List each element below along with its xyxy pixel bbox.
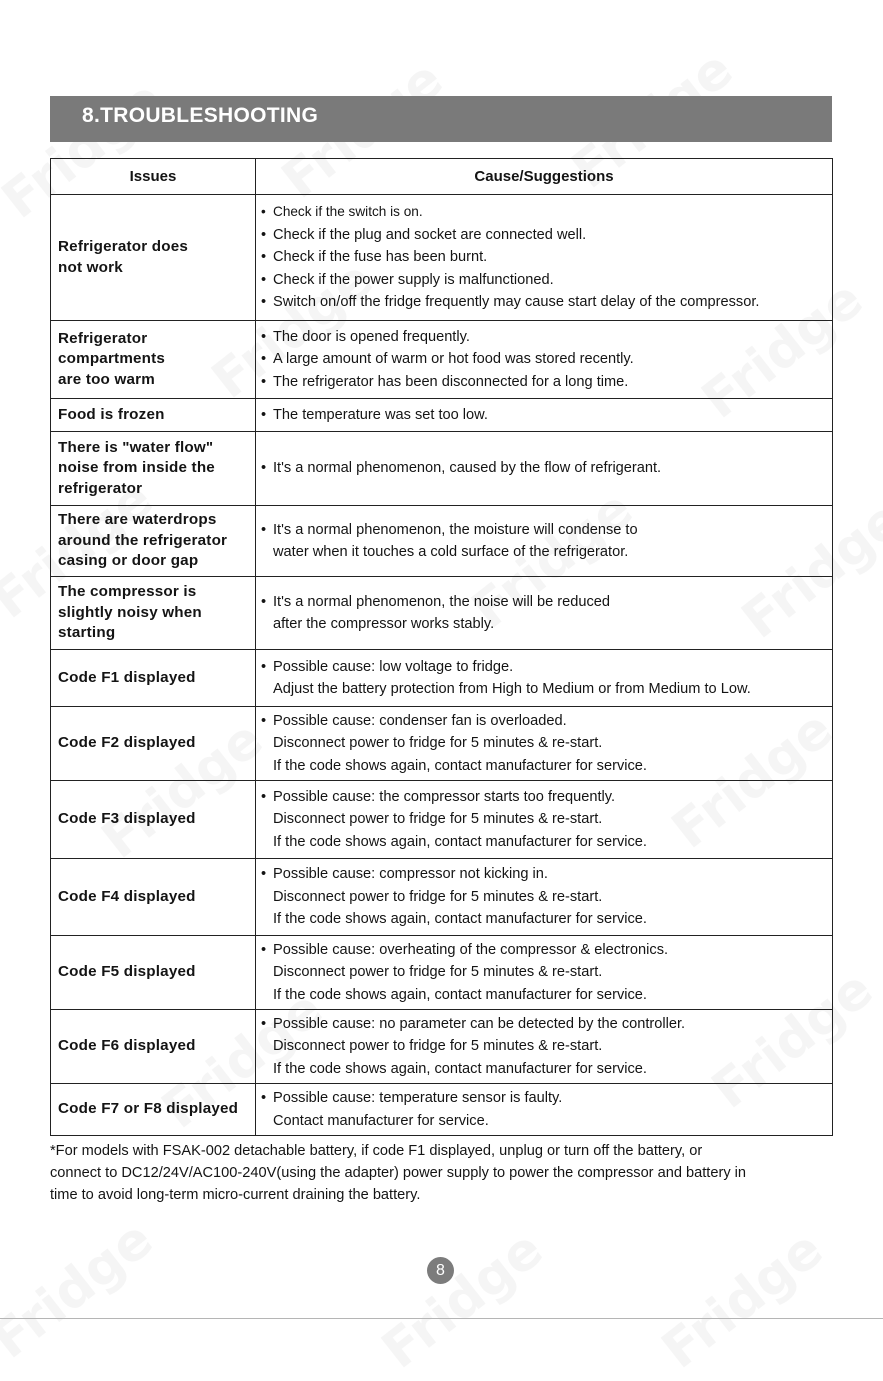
cause-cell — [256, 781, 833, 859]
issue-text: The compressor is — [58, 583, 197, 601]
cause-continuation: If the code shows again, contact manufacturer for service. — [273, 911, 647, 928]
watermark — [651, 1219, 834, 1380]
table-row — [51, 321, 833, 399]
table-row — [51, 432, 833, 506]
issue-text: noise from inside the — [58, 459, 215, 477]
issue-text: not work — [58, 258, 123, 276]
issue-text: Code F1 displayed — [58, 668, 196, 686]
cause-cell — [256, 321, 833, 399]
issue-text: Code F7 or F8 displayed — [58, 1100, 239, 1118]
cause-cell — [256, 1084, 833, 1136]
table-row — [51, 859, 833, 936]
cause-continuation: Disconnect power to fridge for 5 minutes & re-start. — [273, 888, 603, 905]
issue-text: are too warm — [58, 370, 155, 388]
table-row — [51, 195, 833, 321]
cause-continuation: water when it touches a cold surface of the refrigerator. — [273, 544, 629, 560]
cause-bullet: • Possible cause: the compressor starts too frequently. — [261, 786, 832, 809]
issue-cell — [51, 650, 256, 707]
footnote: *For models with FSAK-002 detachable battery, if code F1 displayed, unplug or turn off the battery, or connect to DC12/24V/AC100-240V(using the adapter) power supply to power the compressor and battery in time to avoid long-term micro-current draining the battery. — [50, 1143, 747, 1203]
cause-continuation: Disconnect power to fridge for 5 minutes & re-start. — [273, 735, 603, 752]
cause-continuation: If the code shows again, contact manufacturer for service. — [273, 833, 647, 850]
cause-bullet: • Possible cause: temperature sensor is faulty. — [261, 1087, 832, 1110]
cause-continuation: Disconnect power to fridge for 5 minutes & re-start. — [273, 811, 603, 828]
table-row — [51, 781, 833, 859]
cause-bullet: • It's a normal phenomenon, caused by the flow of refrigerant. — [261, 457, 832, 480]
issue-cell — [51, 321, 256, 399]
watermark — [371, 1219, 554, 1380]
table-row — [51, 650, 833, 707]
cause-cell — [256, 859, 833, 936]
issue-text: Food is frozen — [58, 405, 165, 423]
issue-cell — [51, 859, 256, 936]
issue-text: casing or door gap — [58, 552, 199, 570]
issue-text: There is "water flow" — [58, 438, 214, 456]
cause-continuation: If the code shows again, contact manufacturer for service. — [273, 1060, 647, 1077]
issue-cell — [51, 577, 256, 650]
table-row — [51, 707, 833, 781]
cause-bullet: • Check if the plug and socket are connected well. — [261, 224, 832, 247]
cause-cell — [256, 432, 833, 506]
table-row — [51, 936, 833, 1010]
issue-cell — [51, 936, 256, 1010]
cause-bullet: • It's a normal phenomenon, the moisture will condense to — [261, 519, 832, 542]
cause-bullet: • Possible cause: no parameter can be detected by the controller. — [261, 1013, 832, 1036]
troubleshooting-table — [50, 158, 833, 1136]
issue-text: Code F6 displayed — [58, 1037, 196, 1055]
issue-cell — [51, 707, 256, 781]
issue-cell — [51, 781, 256, 859]
issue-text: compartments — [58, 350, 166, 368]
issue-text: slightly noisy when — [58, 603, 202, 621]
watermark — [0, 1209, 164, 1370]
issue-cell — [51, 399, 256, 432]
cause-continuation: If the code shows again, contact manufacturer for service. — [273, 986, 647, 1003]
issue-text: around the refrigerator — [58, 531, 228, 549]
issues-header: Issues — [51, 159, 256, 195]
issue-cell — [51, 506, 256, 577]
cause-continuation: If the code shows again, contact manufacturer for service. — [273, 757, 647, 774]
issue-cell — [51, 1084, 256, 1136]
issue-text: refrigerator — [58, 479, 143, 497]
cause-bullet: • A large amount of warm or hot food was stored recently. — [261, 348, 832, 371]
issue-text: Code F4 displayed — [58, 887, 196, 905]
table-row — [51, 1010, 833, 1084]
cause-bullet: • Check if the switch is on. — [261, 201, 832, 224]
cause-bullet: • It's a normal phenomenon, the noise will be reduced — [261, 591, 832, 614]
issue-text: starting — [58, 624, 116, 642]
page-number: 8 — [427, 1257, 454, 1284]
cause-continuation: Adjust the battery protection from High to Medium or from Medium to Low. — [273, 681, 751, 697]
cause-continuation: Disconnect power to fridge for 5 minutes & re-start. — [273, 1038, 603, 1055]
issue-text: Code F3 displayed — [58, 810, 196, 828]
cause-bullet: • The temperature was set too low. — [261, 404, 832, 427]
cause-bullet: • Possible cause: low voltage to fridge. — [261, 656, 832, 679]
table-header-row — [51, 159, 833, 195]
cause-bullet: • Possible cause: condenser fan is overloaded. — [261, 710, 832, 733]
issue-cell — [51, 1010, 256, 1084]
issue-text: Code F2 displayed — [58, 734, 196, 752]
issue-cell — [51, 432, 256, 506]
cause-cell — [256, 936, 833, 1010]
cause-continuation: after the compressor works stably. — [273, 616, 495, 632]
issue-text: Code F5 displayed — [58, 963, 196, 981]
section-title: 8.TROUBLESHOOTING — [82, 104, 319, 127]
table-row — [51, 399, 833, 432]
cause-cell — [256, 506, 833, 577]
cause-header: Cause/Suggestions — [256, 159, 833, 195]
section-title-bar — [50, 96, 832, 142]
table-body — [51, 195, 833, 1136]
cause-bullet: • Switch on/off the fridge frequently may cause start delay of the compressor. — [261, 291, 832, 314]
cause-bullet: • Check if the power supply is malfunctioned. — [261, 269, 832, 292]
issue-text: There are waterdrops — [58, 511, 217, 529]
cause-cell — [256, 195, 833, 321]
table-row — [51, 1084, 833, 1136]
issue-text: Refrigerator does — [58, 238, 188, 255]
cause-cell — [256, 399, 833, 432]
cause-bullet: • The refrigerator has been disconnected for a long time. — [261, 371, 832, 394]
issue-cell — [51, 195, 256, 321]
cause-cell — [256, 1010, 833, 1084]
cause-continuation: Disconnect power to fridge for 5 minutes & re-start. — [273, 964, 603, 981]
cause-bullet: • The door is opened frequently. — [261, 326, 832, 349]
cause-bullet: • Possible cause: compressor not kicking in. — [261, 863, 832, 886]
cause-cell — [256, 650, 833, 707]
cause-continuation: Contact manufacturer for service. — [273, 1112, 489, 1129]
cause-cell — [256, 577, 833, 650]
table-row — [51, 577, 833, 650]
bottom-rule — [0, 1318, 883, 1319]
cause-bullet: • Possible cause: overheating of the compressor & electronics. — [261, 939, 832, 962]
cause-cell — [256, 707, 833, 781]
table-row — [51, 506, 833, 577]
cause-bullet: • Check if the fuse has been burnt. — [261, 246, 832, 269]
issue-text: Refrigerator — [58, 329, 148, 347]
